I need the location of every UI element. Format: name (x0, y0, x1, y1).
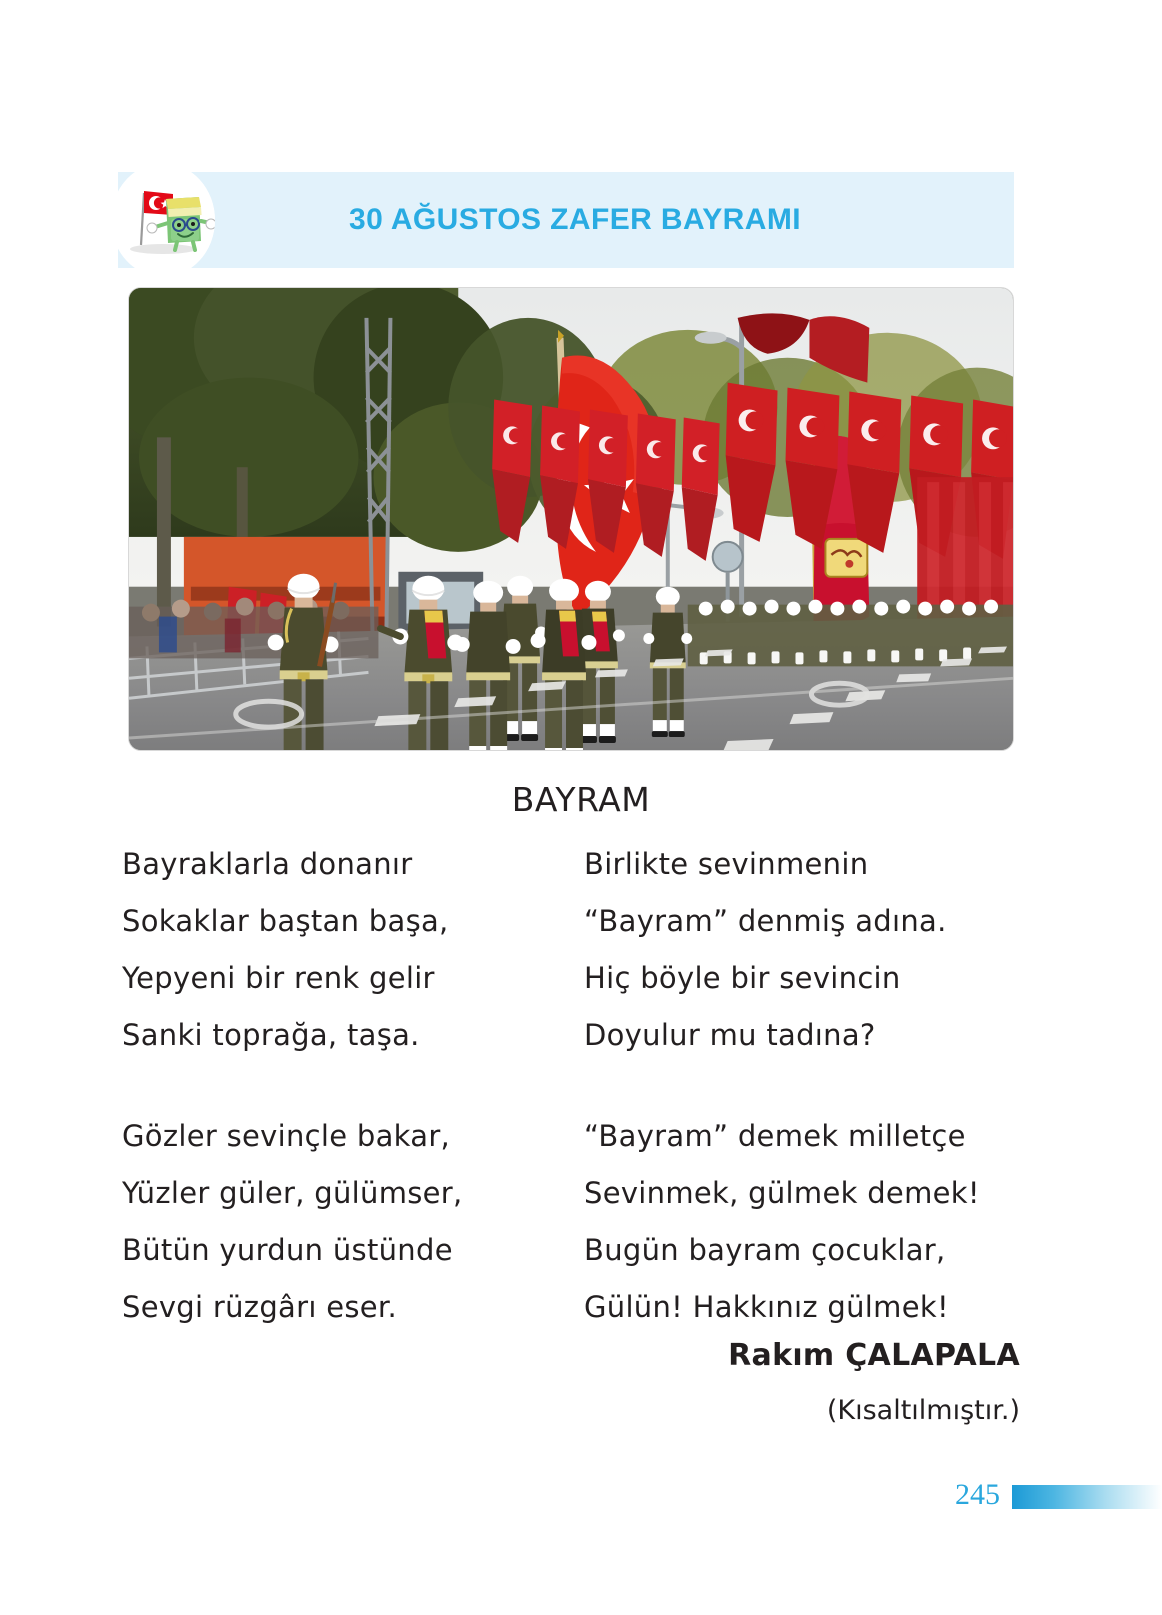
poem-line: Sevgi rüzgârı eser. (122, 1290, 397, 1324)
poem-line: Yüzler güler, gülümser, (122, 1176, 463, 1210)
poem-title: BAYRAM (511, 780, 651, 819)
poem-line: “Bayram” demek milletçe (584, 1119, 966, 1153)
stanza (122, 836, 584, 1064)
poem-column-left (122, 836, 584, 1336)
book-mascot-with-turkish-flag-icon (111, 163, 215, 277)
poem-line: “Bayram” denmiş adına. (584, 904, 947, 938)
parade-photo (128, 287, 1014, 751)
footer-gradient-bar (1012, 1485, 1162, 1509)
poem-line: Birlikte sevinmenin (584, 847, 869, 881)
page-title: 30 AĞUSTOS ZAFER BAYRAMI (349, 203, 801, 236)
poem-line: Hiç böyle bir sevincin (584, 961, 901, 995)
stanza (584, 1108, 1022, 1336)
poem-line: Bayraklarla donanır (122, 847, 413, 881)
poem-line: Yepyeni bir renk gelir (122, 961, 435, 995)
section-header-banner (118, 172, 1014, 268)
poem-line: Sevinmek, gülmek demek! (584, 1176, 980, 1210)
poem-note: (Kısaltılmıştır.) (826, 1395, 1020, 1426)
poem-column-right (584, 836, 1022, 1336)
poem-line: Sanki toprağa, taşa. (122, 1018, 420, 1052)
stanza (122, 1108, 584, 1336)
poem-line: Sokaklar baştan başa, (122, 904, 449, 938)
poem-line: Gözler sevinçle bakar, (122, 1119, 451, 1153)
poem-line: Doyulur mu tadına? (584, 1018, 876, 1052)
poem-line: Gülün! Hakkınız gülmek! (584, 1290, 949, 1324)
poem-line: Bugün bayram çocuklar, (584, 1233, 946, 1267)
page-number: 245 (955, 1478, 1000, 1511)
poem-author: Rakım ÇALAPALA (728, 1338, 1020, 1373)
poem-body (122, 836, 1022, 1336)
poem-line: Bütün yurdun üstünde (122, 1233, 453, 1267)
stanza (584, 836, 1022, 1064)
